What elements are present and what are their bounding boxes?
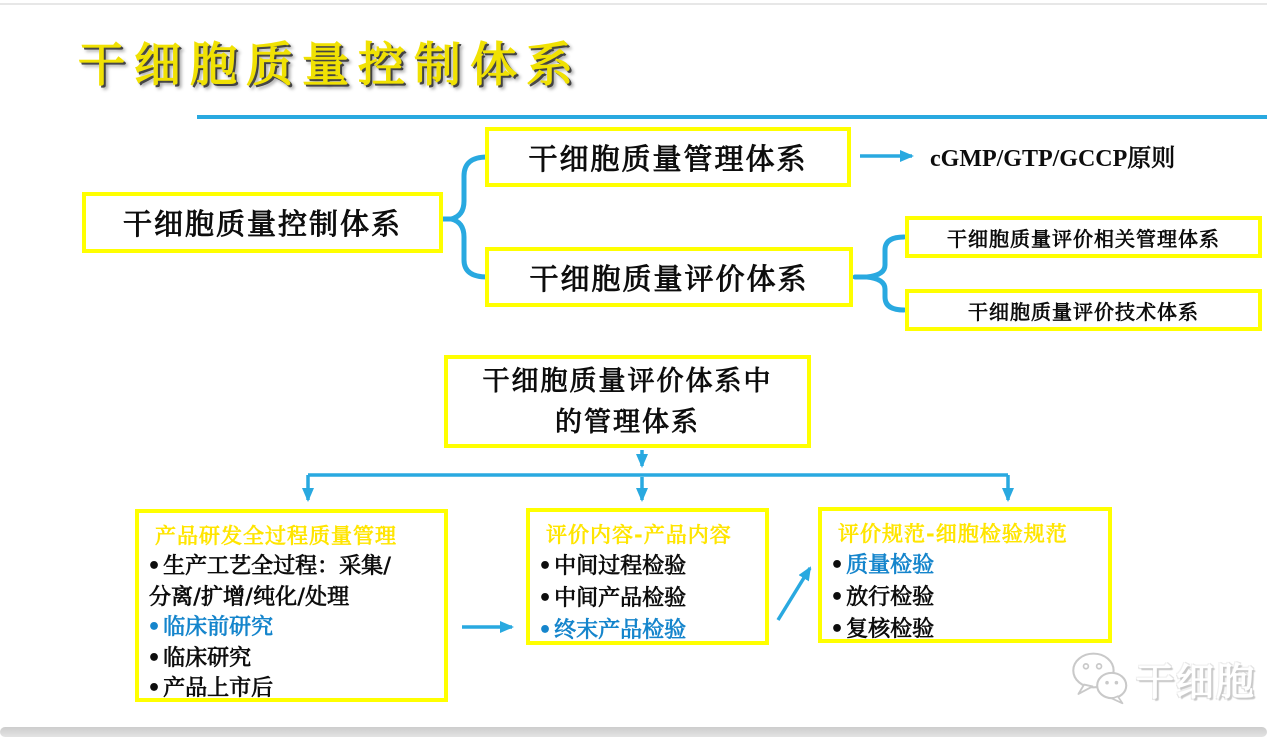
bullet: • xyxy=(538,554,553,579)
list-item xyxy=(147,583,436,614)
node-technical-label: 干细胞质量评价技术体系 xyxy=(968,299,1199,324)
bullet: • xyxy=(830,617,845,642)
bottom-bar xyxy=(0,727,1267,737)
list-item-text: 质量检验 xyxy=(846,553,935,578)
bullet: • xyxy=(830,585,845,610)
list-item-text: 分离/扩增/纯化/处理 xyxy=(149,584,350,610)
arrow-panel2-to-panel3 xyxy=(778,568,810,620)
node-mid-management xyxy=(444,355,811,448)
list-item xyxy=(147,552,436,583)
list-item xyxy=(538,615,757,647)
panel-product-dev-title: 产品研发全过程质量管理 xyxy=(155,524,397,548)
panel-evaluation-content xyxy=(526,508,769,645)
list-item-text: 生产工艺全过程：采集/ xyxy=(163,554,392,579)
node-mid-line2: 的管理体系 xyxy=(555,406,700,438)
list-item xyxy=(147,674,436,705)
bullet: • xyxy=(147,676,162,701)
node-root xyxy=(82,192,443,253)
list-item-text: 中间过程检验 xyxy=(554,554,687,579)
node-mid-line1: 干细胞质量评价体系中 xyxy=(482,365,773,397)
top-divider xyxy=(0,3,1267,5)
bullet: • xyxy=(147,554,162,579)
bullet: • xyxy=(147,645,162,671)
list-item xyxy=(830,614,1100,646)
list-item xyxy=(147,613,436,644)
bullet: • xyxy=(538,618,553,643)
node-management-system xyxy=(485,127,851,187)
list-item-text: 临床前研究 xyxy=(163,615,274,640)
title-underline xyxy=(197,115,1267,119)
node-management-label: 干细胞质量管理体系 xyxy=(528,141,808,176)
bullet: • xyxy=(538,586,553,611)
bullet: • xyxy=(147,615,162,640)
panel-evaluation-content-title: 评价内容-产品内容 xyxy=(546,523,732,547)
page-title: 干细胞质量控制体系 xyxy=(78,38,582,93)
list-item-text: 终末产品检验 xyxy=(554,618,687,643)
node-evaluation-system xyxy=(485,247,853,307)
list-item xyxy=(538,583,757,615)
list-item xyxy=(147,644,436,675)
left-brace xyxy=(451,157,487,277)
list-item-text: 临床研究 xyxy=(163,645,252,671)
watermark xyxy=(1070,650,1256,706)
list-item-text: 产品上市后 xyxy=(163,676,274,701)
list-item-text: 复核检验 xyxy=(846,617,935,642)
list-item-text: 放行检验 xyxy=(846,585,935,610)
list-item xyxy=(830,550,1100,582)
list-item xyxy=(538,551,757,583)
panel-evaluation-standard xyxy=(818,507,1112,643)
list-item xyxy=(830,582,1100,614)
wechat-icon xyxy=(1070,650,1130,706)
node-related-management-label: 干细胞质量评价相关管理体系 xyxy=(947,226,1220,251)
node-root-label: 干细胞质量控制体系 xyxy=(122,207,402,241)
node-evaluation-technical xyxy=(905,289,1262,331)
principles-text: cGMP/GTP/GCCP原则 xyxy=(930,146,1176,172)
bullet: • xyxy=(830,553,845,578)
node-evaluation-label: 干细胞质量评价体系 xyxy=(529,261,809,296)
panel-evaluation-standard-title: 评价规范-细胞检验规范 xyxy=(838,522,1068,546)
panel-product-dev xyxy=(135,509,448,702)
list-item-text: 中间产品检验 xyxy=(554,586,687,611)
right-brace xyxy=(867,237,904,310)
watermark-brand: 干细胞 xyxy=(1136,659,1257,704)
node-evaluation-related-management xyxy=(905,216,1262,258)
